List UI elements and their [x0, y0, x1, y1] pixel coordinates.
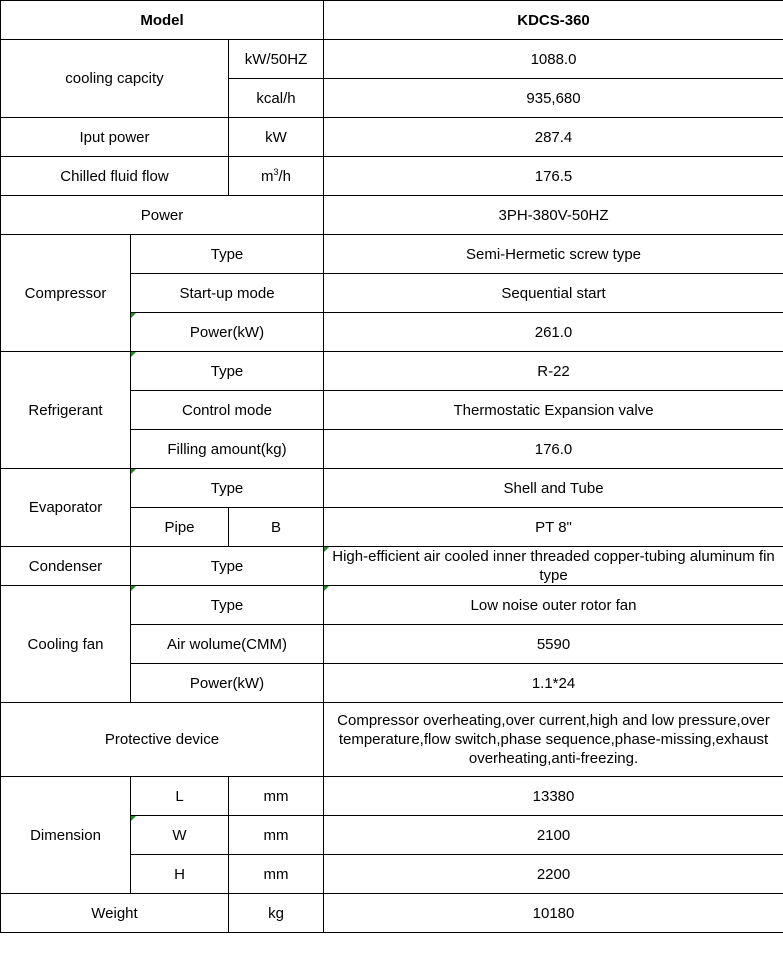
- compressor-type-value: Semi-Hermetic screw type: [324, 235, 783, 274]
- cooling-capacity-kw-value: 1088.0: [324, 40, 783, 79]
- cooling-capacity-kw-unit: kW/50HZ: [229, 40, 324, 79]
- refrigerant-filling-value: 176.0: [324, 430, 783, 469]
- cooling-capacity-kcal-value: 935,680: [324, 79, 783, 118]
- dimension-w-label: W: [131, 816, 229, 855]
- row-compressor-type: [1, 235, 783, 274]
- dimension-h-value: 2200: [324, 855, 783, 894]
- cooling-capacity-kcal-unit: kcal/h: [229, 79, 324, 118]
- row-condenser: [1, 547, 783, 586]
- cooling-fan-type-label: Type: [131, 586, 324, 625]
- input-power-unit: kW: [229, 118, 324, 157]
- row-protective-device: [1, 703, 783, 777]
- unit-tail: /h: [278, 167, 292, 185]
- power-value: 3PH-380V-50HZ: [324, 196, 783, 235]
- cooling-fan-power-label: Power(kW): [131, 664, 324, 703]
- row-refrigerant-type: [1, 352, 783, 391]
- cooling-fan-air-label: Air wolume(CMM): [131, 625, 324, 664]
- compressor-type-label: Type: [131, 235, 324, 274]
- evaporator-pipe-value: PT 8": [324, 508, 783, 547]
- evaporator-pipe-label: Pipe: [131, 508, 229, 547]
- row-power: [1, 196, 783, 235]
- cooling-fan-type-value: Low noise outer rotor fan: [324, 586, 783, 625]
- refrigerant-control-label: Control mode: [131, 391, 324, 430]
- refrigerant-filling-label: Filling amount(kg): [131, 430, 324, 469]
- row-weight: [1, 894, 783, 933]
- row-dimension-l: [1, 777, 783, 816]
- compressor-power-value: 261.0: [324, 313, 783, 352]
- dimension-l-label: L: [131, 777, 229, 816]
- refrigerant-type-label: Type: [131, 352, 324, 391]
- row-evaporator-type: [1, 469, 783, 508]
- compressor-power-label: Power(kW): [131, 313, 324, 352]
- input-power-label: Iput power: [1, 118, 229, 157]
- dimension-l-unit: mm: [229, 777, 324, 816]
- evaporator-type-value: Shell and Tube: [324, 469, 783, 508]
- chilled-fluid-flow-label: Chilled fluid flow: [1, 157, 229, 196]
- refrigerant-label: Refrigerant: [1, 352, 131, 469]
- row-input-power: [1, 118, 783, 157]
- row-model: [1, 1, 783, 40]
- evaporator-label: Evaporator: [1, 469, 131, 547]
- refrigerant-control-value: Thermostatic Expansion valve: [324, 391, 783, 430]
- condenser-label: Condenser: [1, 547, 131, 586]
- protective-device-value: Compressor overheating,over current,high and low pressure,over temperature,flow switch,phase sequence,phase-missing,exhaust overheating,anti-freezing.: [324, 703, 783, 777]
- power-label: Power: [1, 196, 324, 235]
- compressor-label: Compressor: [1, 235, 131, 352]
- chilled-fluid-flow-value: 176.5: [324, 157, 783, 196]
- condenser-type-label: Type: [131, 547, 324, 586]
- dimension-label: Dimension: [1, 777, 131, 894]
- row-cooling-capacity-kw: [1, 40, 783, 79]
- input-power-value: 287.4: [324, 118, 783, 157]
- dimension-w-value: 2100: [324, 816, 783, 855]
- weight-value: 10180: [324, 894, 783, 933]
- compressor-startup-value: Sequential start: [324, 274, 783, 313]
- model-value: KDCS-360: [324, 1, 783, 40]
- weight-label: Weight: [1, 894, 229, 933]
- refrigerant-type-value: R-22: [324, 352, 783, 391]
- cooling-fan-air-value: 5590: [324, 625, 783, 664]
- row-cooling-fan-type: [1, 586, 783, 625]
- weight-unit: kg: [229, 894, 324, 933]
- cooling-fan-power-value: 1.1*24: [324, 664, 783, 703]
- cooling-fan-label: Cooling fan: [1, 586, 131, 703]
- model-label: Model: [1, 1, 324, 40]
- unit-base: m: [260, 167, 274, 185]
- row-chilled-fluid-flow: [1, 157, 783, 196]
- condenser-type-value: High-efficient air cooled inner threaded copper-tubing aluminum fin type: [324, 547, 783, 586]
- compressor-startup-label: Start-up mode: [131, 274, 324, 313]
- cooling-capacity-label: cooling capcity: [1, 40, 229, 118]
- protective-device-label: Protective device: [1, 703, 324, 777]
- chilled-fluid-flow-unit: [229, 157, 324, 196]
- dimension-h-label: H: [131, 855, 229, 894]
- evaporator-type-label: Type: [131, 469, 324, 508]
- unit-superscript: 3: [273, 166, 279, 177]
- evaporator-pipe-unit: B: [229, 508, 324, 547]
- dimension-l-value: 13380: [324, 777, 783, 816]
- dimension-h-unit: mm: [229, 855, 324, 894]
- dimension-w-unit: mm: [229, 816, 324, 855]
